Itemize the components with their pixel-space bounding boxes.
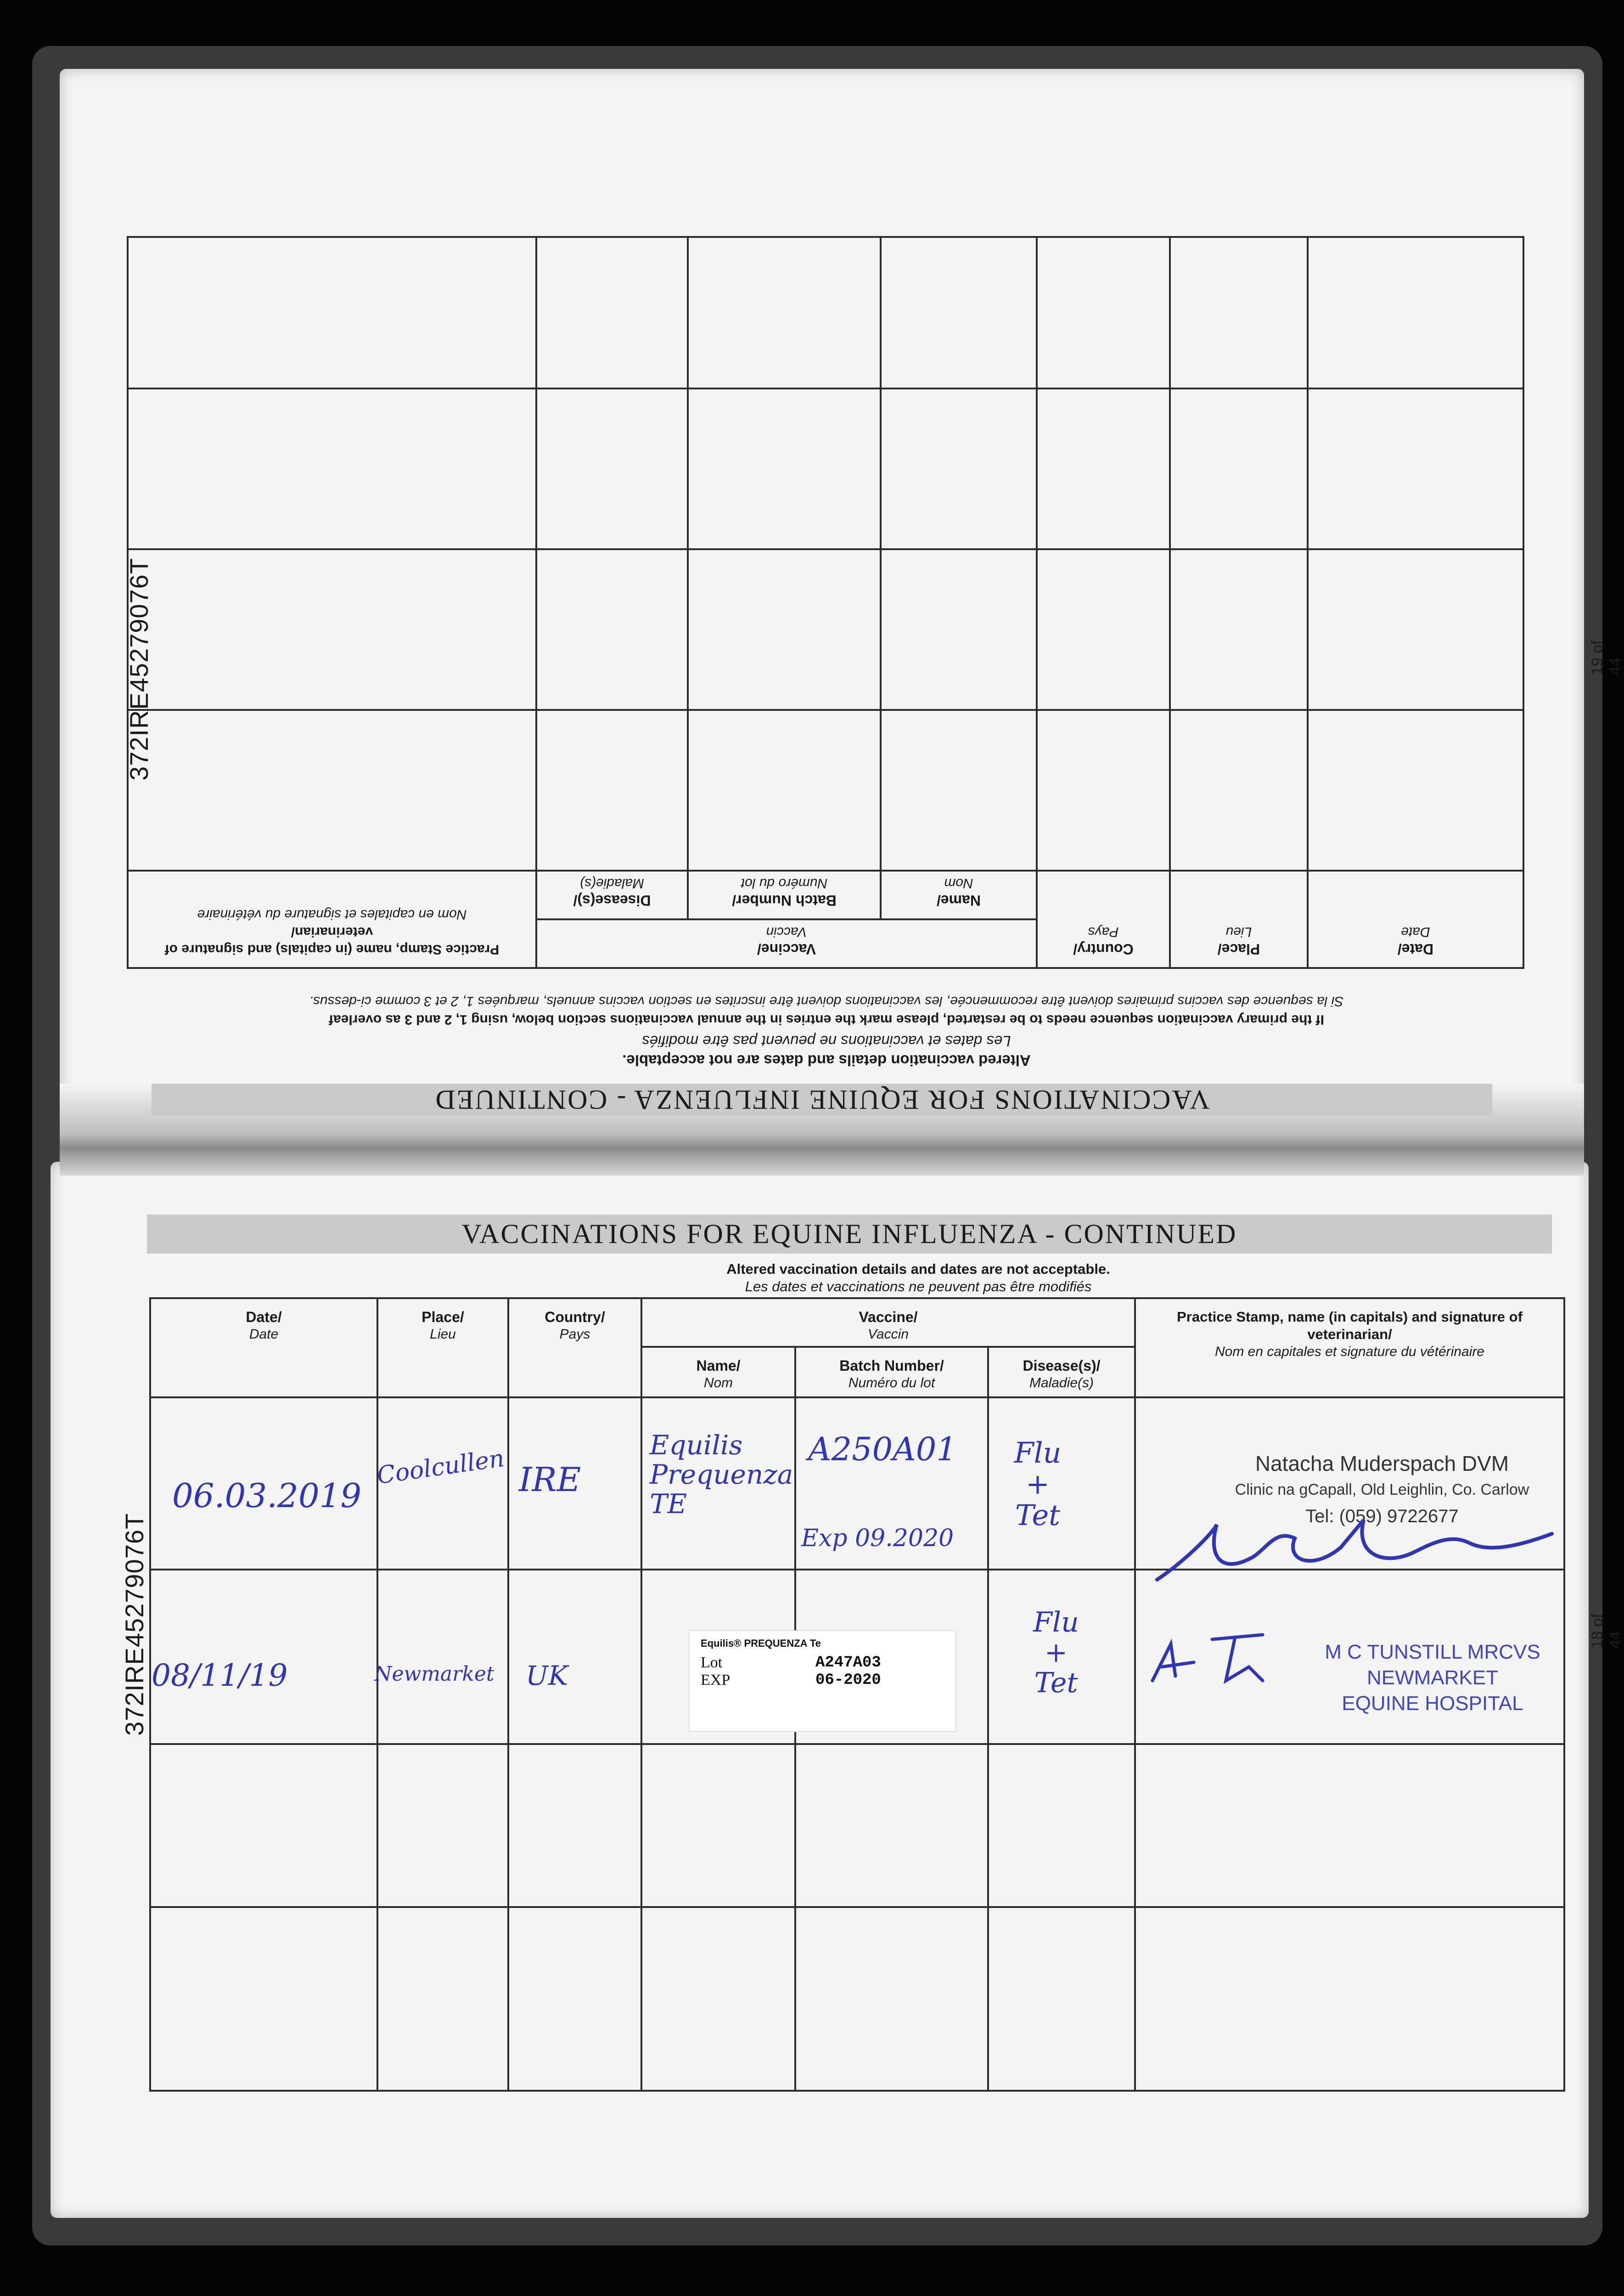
top-col-vaccine: Vaccine/ Vaccin [536,919,1037,968]
table-row [128,549,1523,710]
sticker-lot: A247A03 [815,1654,881,1671]
top-col-stamp: Practice Stamp, name (in capitals) and signature of veterinarian/ Nom en capitales et signature du vétérinaire [128,871,536,968]
col-place: Place/ Lieu [377,1298,508,1397]
entry2-disease-line: Tet [1034,1667,1078,1699]
entry1-disease-line: Tet [1015,1498,1061,1532]
vaccine-batch-sticker [689,1630,956,1732]
top-restart-italic: Si la sequence des vaccins primaires doivent être recommencée, les vaccinations doivent être inscrites en section vaccins annuels, marquées 1, 2 et 3 comme ci-dessus. [309,994,1344,1009]
table-row [128,710,1523,871]
entry1-name-line: Equilis [650,1429,743,1461]
entry2-date: 08/11/19 [152,1658,288,1693]
entry2-disease-line: Flu [1033,1606,1079,1638]
col-name: Name/ Nom [641,1347,795,1397]
entry1-disease [1001,1437,1074,1531]
entry1-signature [1148,1506,1561,1589]
entry1-stamp-address: Clinic na gCapall, Old Leighlin, Co. Carlow [1235,1481,1529,1498]
table-row [150,1744,1564,1907]
entry1-expiry: Exp 09.2020 [801,1525,954,1552]
bottom-notice-bold: Altered vaccination details and dates are not acceptable. [726,1261,1110,1277]
table-row [128,388,1523,549]
entry2-disease-line: + [1044,1637,1068,1669]
sticker-exp-label: EXP [701,1671,731,1688]
entry2-signature [1143,1626,1281,1694]
top-notice [275,1031,1377,1070]
top-notice-italic: Les dates et vaccinations ne peuvent pas être modifiés [642,1033,1011,1050]
col-date: Date/ Date [150,1298,377,1397]
entry1-disease-line: + [1026,1467,1050,1501]
col-stamp: Practice Stamp, name (in capitals) and signature of veterinarian/ Nom en capitales et signature du vétérinaire [1135,1298,1564,1397]
entry1-batch: A250A01 [808,1430,957,1468]
sticker-exp: 06-2020 [815,1671,881,1689]
top-restart-notice [129,992,1524,1029]
entry1-stamp-name: Natacha Muderspach DVM [1255,1452,1509,1475]
entry1-country: IRE [519,1460,581,1499]
top-col-date: Date/ Date [1308,871,1523,968]
top-col-name: Name/ Nom [881,871,1037,919]
entry2-place: Newmarket [374,1662,495,1686]
col-vaccine: Vaccine/ Vaccin [641,1298,1135,1347]
bottom-notice [413,1261,1423,1295]
entry1-name-line: TE [650,1488,687,1519]
top-page-content [60,69,1584,1148]
top-document-id: 372IRE45279076T [124,557,153,781]
bottom-notice-italic: Les dates et vaccinations ne peuvent pas être modifiés [745,1278,1092,1294]
entry1-date: 06.03.2019 [172,1476,362,1515]
entry1-stamp-tel: Tel: (059) 9722677 [1305,1506,1459,1526]
entry2-stamp [1313,1639,1552,1716]
entry1-place: Coolcullen [375,1444,506,1490]
top-restart-bold: If the primary vaccination sequence needs to be restarted, please mark the entries in the annual vaccinations section below, using 1, 2 and 3 as overleaf [329,1012,1324,1027]
sticker-product: Equilis® PREQUENZA Te [701,1638,821,1649]
col-batch: Batch Number/ Numéro du lot [795,1347,988,1397]
entry2-country: UK [526,1660,568,1691]
bottom-page-title: VACCINATIONS FOR EQUINE INFLUENZA - CONTINUED [147,1215,1552,1254]
entry2-disease [1019,1607,1093,1698]
bottom-page-number: 18 of 44 [1589,1614,1624,1649]
col-disease: Disease(s)/ Maladie(s) [988,1347,1135,1397]
top-col-place: Place/ Lieu [1170,871,1308,968]
top-col-batch: Batch Number/ Numéro du lot [688,871,881,919]
entry1-name-line: Prequenza [650,1459,793,1490]
top-page-number: 19 of 44 [1589,640,1624,675]
bottom-document-id: 372IRE45279076T [120,1513,149,1736]
entry1-disease-line: Flu [1014,1436,1062,1469]
top-page-title: VACCINATIONS FOR EQUINE INFLUENZA - CONTINUED [152,1084,1492,1116]
top-notice-bold: Altered vaccination details and dates are not acceptable. [622,1052,1031,1069]
top-vaccination-table [127,236,1524,969]
table-row [150,1907,1564,2091]
top-col-country: Country/ Pays [1037,871,1170,968]
entry2-stamp-line: NEWMARKET [1367,1666,1498,1689]
entry1-vaccine-name [650,1430,793,1519]
sticker-lot-label: Lot [701,1654,723,1671]
table-row [128,237,1523,388]
col-country: Country/ Pays [508,1298,641,1397]
entry2-stamp-line: EQUINE HOSPITAL [1342,1692,1523,1715]
entry2-stamp-line: M C TUNSTILL MRCVS [1325,1641,1540,1663]
top-col-disease: Disease(s)/ Maladie(s) [536,871,688,919]
